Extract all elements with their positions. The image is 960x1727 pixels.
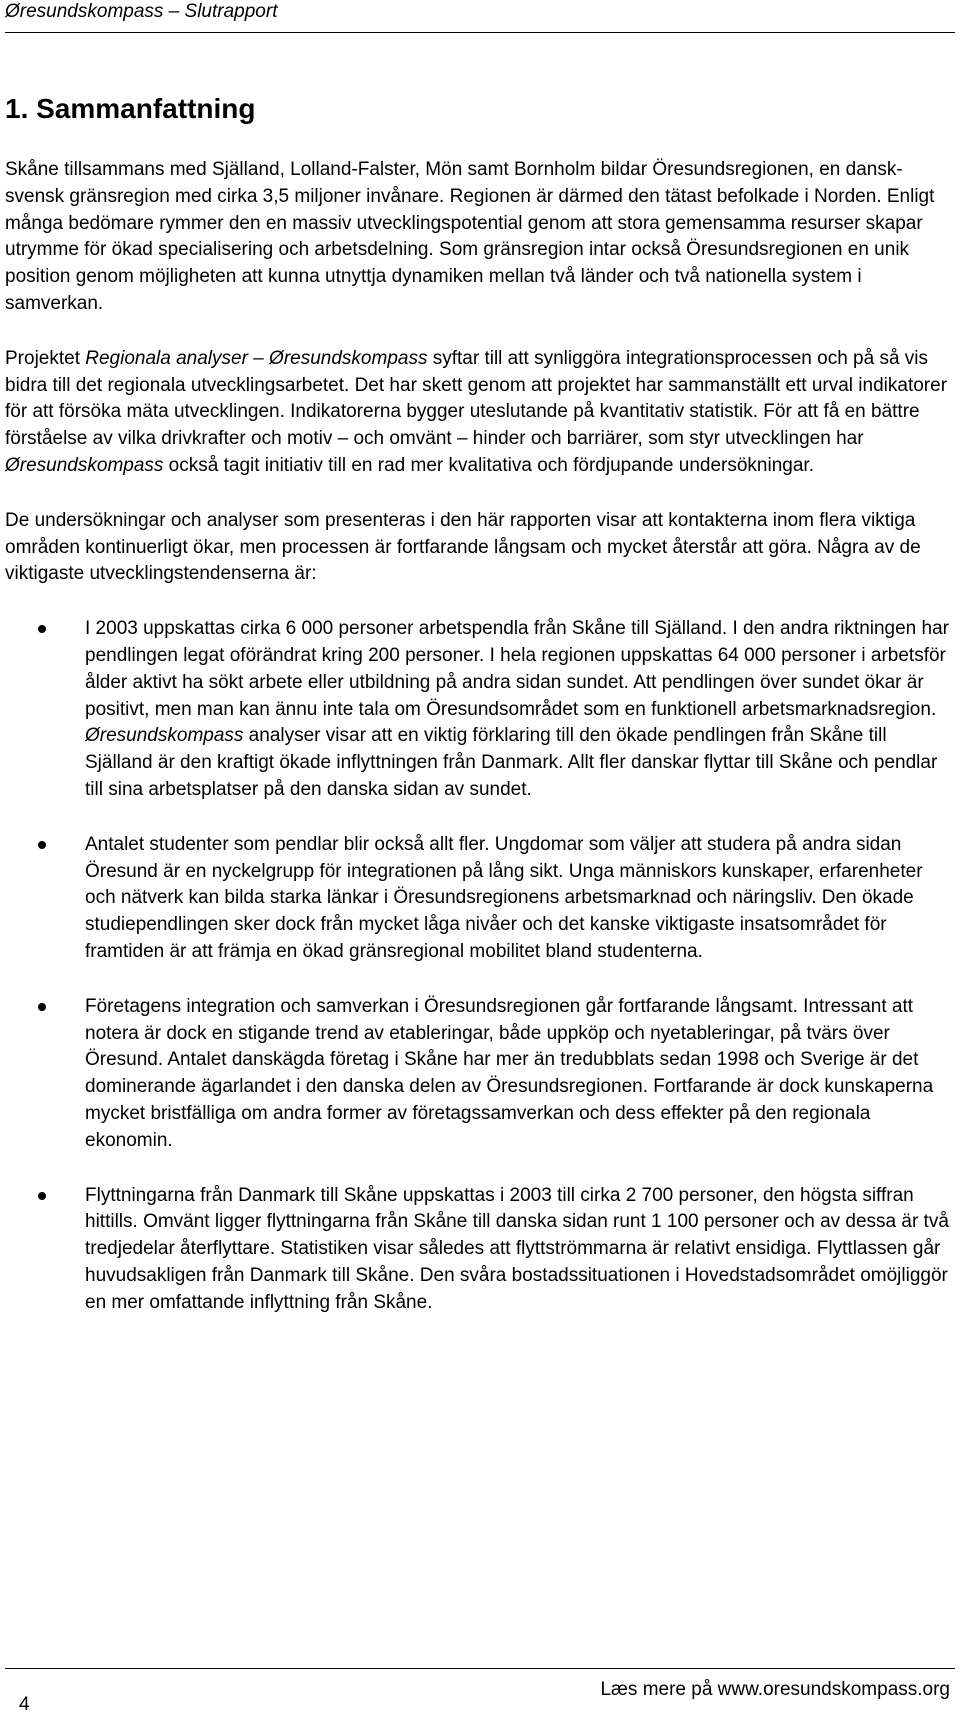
running-header: Øresundskompass – Slutrapport (5, 1, 278, 22)
list-item (5, 1183, 953, 1317)
paragraph-project (5, 346, 953, 480)
paragraph-text: också tagit initiativ till en rad mer kvalitativa och fördjupande undersökningar. (163, 454, 814, 476)
project-name-italic: Øresundskompass (5, 454, 164, 476)
trend-list (5, 616, 953, 1316)
project-name-italic: Regionala analyser – Øresundskompass (85, 347, 428, 369)
section-title: 1. Sammanfattning (5, 93, 256, 124)
list-item-text: Antalet studenter som pendlar blir också allt fler. Ungdomar som väljer att studera på andra sidan Öresund är en nyckelgrupp för integrationen på lång sikt. Unga människors kunskaper, erfarenheter och nätverk kan bilda starka länkar i Öresundsregionens arbetsmarknad och näringsliv. Den ökade studiependlingen sker dock från mycket låga nivåer och det kanske viktigaste insatsområdet för framtiden är att främja en ökad gränsregional mobilitet bland studenterna. (85, 833, 923, 962)
project-name-italic: Øresundskompass (85, 725, 244, 747)
page-number: 4 (19, 1694, 30, 1715)
bullet-icon (38, 841, 46, 849)
paragraph-text: Projektet (5, 347, 86, 369)
list-item-text: Flyttningarna från Danmark till Skåne uppskattas i 2003 till cirka 2 700 personer, den högsta siffran hittills. Omvänt ligger flyttningarna från Skåne till danska sidan runt 1 100 personer och av dessa är två tredjedelar återflyttare. Statistiken visar således att flyttströmmarna är relativt ensidiga. Flyttlassen går huvudsakligen från Danmark till Skåne. Den svåra bostadssituationen i Hovedstadsområdet omöjliggör en mer omfattande inflyttning från Skåne. (85, 1184, 949, 1313)
website-link[interactable]: Læs mere på www.oresundskompass.org (600, 1679, 950, 1700)
list-item (5, 616, 953, 804)
list-item (5, 994, 953, 1155)
header-divider (5, 32, 955, 33)
bullet-icon (38, 625, 46, 633)
list-item-text: Företagens integration och samverkan i Öresundsregionen går fortfarande långsamt. Intressant att notera är dock en stigande trend av etableringar, både uppköp och nyetableringar, på tvärs över Öresund. Antalet danskägda företag i Skåne har mer än tredubblats sedan 1998 och Sverige är det dominerande ägarlandet i den danska delen av Öresundsregionen. Fortfarande är dock kunskaperna mycket bristfälliga om andra former av företagssamverkan och dess effekter på den regionala ekonomin. (85, 995, 934, 1151)
main-content (5, 157, 953, 1344)
list-item-text: analyser visar att en viktig förklaring till den ökade pendlingen från Skåne till Själland är den kraftigt ökade inflyttningen från Danmark. Allt fler danskar flyttar till Skåne och pendlar till sina arbetsplatser på den danska sidan av sundet. (85, 725, 938, 800)
bullet-icon (38, 1192, 46, 1200)
list-item-text: I 2003 uppskattas cirka 6 000 personer arbetspendla från Skåne till Själland. I den andra riktningen har pendlingen legat oförändrat kring 200 personer. I hela regionen uppskattas 64 000 personer i arbetsför ålder aktivt ha sökt arbete eller utbildning på andra sidan sundet. Att pendlingen över sundet ökar är positivt, men man kan ännu inte tala om Öresundsområdet som en funktionell arbetsmarknadsregion. (85, 618, 949, 720)
paragraph-findings: De undersökningar och analyser som presenteras i den här rapporten visar att kontakterna inom flera viktiga områden kontinuerligt ökar, men processen är fortfarande långsam och mycket återstår att göra. Några av de viktigaste utvecklingstendenserna är: (5, 509, 921, 585)
footer-divider (5, 1668, 955, 1669)
paragraph-intro: Skåne tillsammans med Själland, Lolland-Falster, Mön samt Bornholm bildar Öresundsregionen, en dansk-svensk gränsregion med cirka 3,5 miljoner invånare. Regionen är därmed den tätast befolkade i Norden. Enligt många bedömare rymmer den en massiv utvecklingspotential genom att stora gemensamma resurser skapar utrymme för ökad specialisering och arbetsdelning. Som gränsregion intar också Öresundsregionen en unik position genom möjligheten att kunna utnyttja dynamiken mellan två länder och två nationella system i samverkan. (5, 159, 935, 314)
list-item (5, 832, 953, 966)
bullet-icon (38, 1003, 46, 1011)
paragraph-text: syftar till att synliggöra integrationsprocessen och på så vis bidra till det regionala utvecklingsarbetet. Det har skett genom att projektet har sammanställt ett urval indikatorer för att försöka mäta utvecklingen. Indikatorerna bygger uteslutande på kvantitativ statistik. För att få en bättre förståelse av vilka drivkrafter och motiv – och omvänt – hinder och barriärer, som styr utvecklingen har (5, 347, 948, 450)
